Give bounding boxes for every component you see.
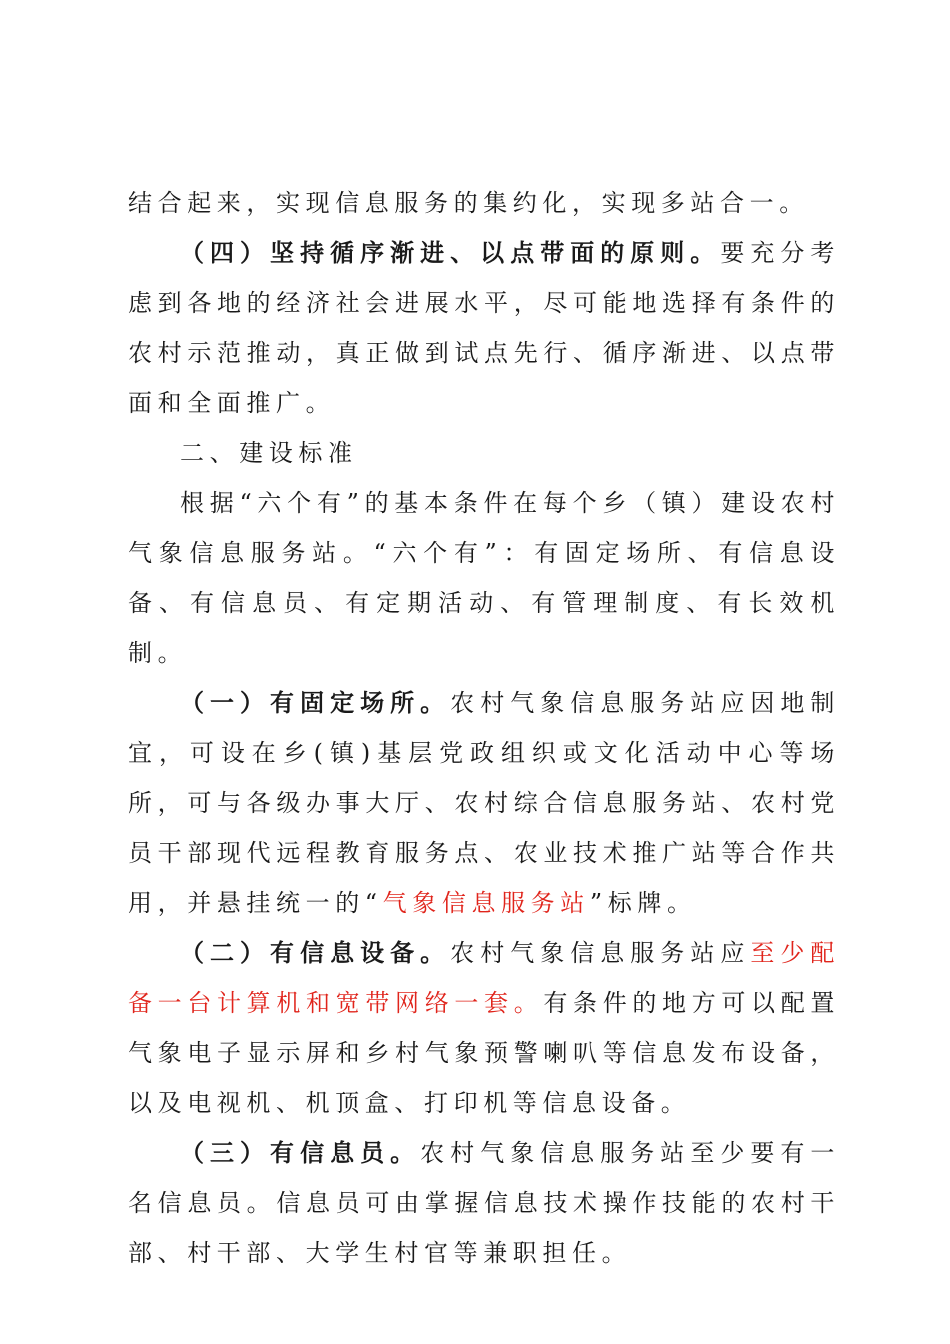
paragraph-6-text-after: 有条件的地方可以配置气象电子显示屏和乡村气象预警喇叭等信息发布设备，以及电视机、机顶盒、打印机等信息设备。 (128, 989, 840, 1117)
paragraph-7-text: 农村气象信息服务站至少要有一名信息员。信息员可由掌握信息技术操作技能的农村干部、村干部、大学生村官等兼职担任。 (128, 1139, 840, 1267)
paragraph-2 (128, 228, 840, 428)
paragraph-7-heading: （三）有信息员。 (180, 1139, 421, 1167)
document-body (128, 178, 840, 1278)
paragraph-6-highlight: 至少配备一台计算机和宽带网络一套。 (128, 939, 840, 1017)
paragraph-6-text-before: 农村气象信息服务站应 (450, 939, 751, 967)
paragraph-1-text: 结合起来，实现信息服务的集约化，实现多站合一。 (128, 189, 809, 217)
paragraph-2-heading: （四）坚持循序渐进、以点带面的原则。 (180, 239, 721, 267)
paragraph-2-text: 要充分考虑到各地的经济社会进展水平，尽可能地选择有条件的农村示范推动，真正做到试点先行、循序渐进、以点带面和全面推广。 (128, 239, 840, 417)
paragraph-1 (128, 178, 840, 228)
section-heading (128, 428, 840, 478)
paragraph-4 (128, 478, 840, 678)
paragraph-5 (128, 678, 840, 928)
paragraph-6 (128, 928, 840, 1128)
paragraph-4-text: 根据“六个有”的基本条件在每个乡（镇）建设农村气象信息服务站。“六个有”：有固定场所、有信息设备、有信息员、有定期活动、有管理制度、有长效机制。 (128, 489, 840, 667)
paragraph-7 (128, 1128, 840, 1278)
section-heading-text: 二、建设标准 (180, 439, 358, 467)
paragraph-5-heading: （一）有固定场所。 (180, 689, 451, 717)
paragraph-5-text-before: 农村气象信息服务站应因地制宜，可设在乡(镇)基层党政组织或文化活动中心等场所，可与各级办事大厅、农村综合信息服务站、农村党员干部现代远程教育服务点、农业技术推广站等合作共用，并悬挂统一的“ (128, 689, 840, 917)
paragraph-6-heading: （二）有信息设备。 (180, 939, 451, 967)
paragraph-5-highlight: 气象信息服务站 (382, 889, 590, 917)
paragraph-5-text-after: ”标牌。 (589, 889, 697, 917)
